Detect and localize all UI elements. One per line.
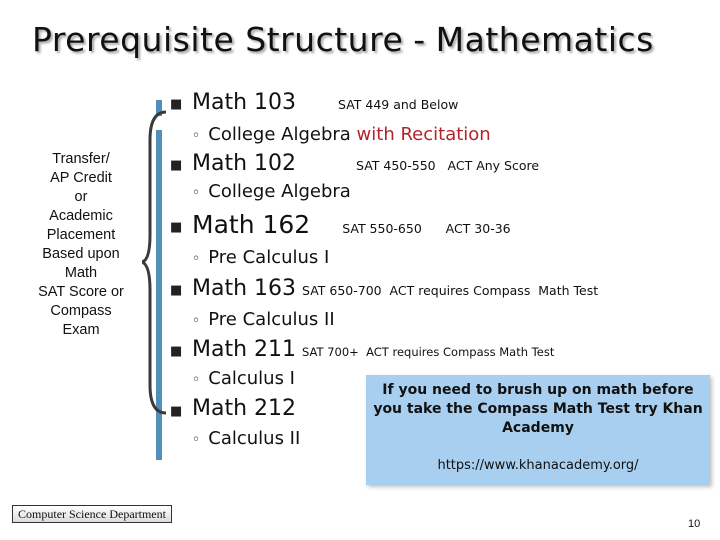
placement-note-line: Compass [50, 303, 112, 319]
course-math-103 [192, 90, 458, 115]
title-separator: - [413, 20, 426, 59]
title-subject: Mathematics [435, 20, 654, 59]
course-math-163 [192, 276, 598, 301]
course-requirement: SAT 550-650 ACT 30-36 [342, 221, 511, 236]
open-circle-bullet-icon: ◦ [192, 251, 201, 267]
course-name: Math 103 [192, 90, 297, 115]
placement-note-line: Based upon [42, 246, 120, 262]
course-topic-math-212 [192, 428, 300, 449]
open-circle-bullet-icon: ◦ [192, 432, 201, 448]
page-number: 10 [688, 518, 701, 530]
course-requirement: SAT 449 and Below [338, 97, 459, 112]
course-name: Math 163 [192, 276, 297, 301]
open-circle-bullet-icon: ◦ [192, 128, 201, 144]
title-main: Prerequisite Structure [32, 20, 404, 59]
course-topic: Calculus I [208, 368, 295, 389]
course-topic-extra: with Recitation [350, 124, 491, 145]
placement-note-line: Transfer/ [52, 151, 110, 167]
bullet-icon: ■ [170, 220, 183, 235]
slide-title [32, 20, 654, 59]
course-math-162 [192, 210, 511, 239]
course-topic-math-162 [192, 247, 329, 268]
department-footer: Computer Science Department [12, 505, 172, 523]
course-topic: College Algebra [208, 124, 351, 145]
course-topic-math-102 [192, 181, 351, 202]
placement-note-line: Math [64, 265, 98, 281]
open-circle-bullet-icon: ◦ [192, 372, 201, 388]
course-topic: Calculus II [208, 428, 301, 449]
bullet-icon: ■ [170, 97, 183, 112]
bullet-icon: ■ [170, 158, 183, 173]
khan-academy-link[interactable]: https://www.khanacademy.org/ [437, 458, 639, 473]
curly-brace-icon [142, 110, 168, 415]
course-requirement: SAT 700+ ACT requires Compass Math Test [302, 345, 555, 359]
course-math-102 [192, 151, 539, 176]
course-math-212 [192, 396, 306, 421]
course-topic: Pre Calculus II [208, 309, 335, 330]
placement-note-line: SAT Score or [38, 284, 124, 300]
course-requirement: SAT 650-700 ACT requires Compass Math Test [302, 283, 599, 298]
khan-academy-callout [366, 375, 710, 485]
placement-note-line: or [74, 189, 88, 205]
bullet-icon: ■ [170, 283, 183, 298]
bullet-icon: ■ [170, 344, 183, 359]
course-name: Math 212 [192, 396, 297, 421]
course-name: Math 102 [192, 151, 297, 176]
course-topic-math-163 [192, 309, 335, 330]
open-circle-bullet-icon: ◦ [192, 313, 201, 329]
course-topic: Pre Calculus I [208, 247, 330, 268]
placement-note-line: Academic [49, 208, 113, 224]
callout-message: If you need to brush up on math before you take the Compass Math Test try Khan Academy [373, 382, 703, 436]
bullet-icon: ■ [170, 404, 183, 419]
course-topic-math-103 [192, 124, 491, 145]
placement-note-line: Placement [46, 227, 116, 243]
course-math-211 [192, 337, 554, 362]
course-topic: College Algebra [208, 181, 351, 202]
course-name: Math 211 [192, 337, 297, 362]
placement-note-line: Exam [62, 322, 100, 338]
course-topic-math-211 [192, 368, 295, 389]
placement-note-line: AP Credit [50, 170, 112, 186]
placement-note [22, 150, 140, 340]
open-circle-bullet-icon: ◦ [192, 185, 201, 201]
course-name: Math 162 [192, 210, 311, 239]
course-requirement: SAT 450-550 ACT Any Score [356, 158, 540, 173]
